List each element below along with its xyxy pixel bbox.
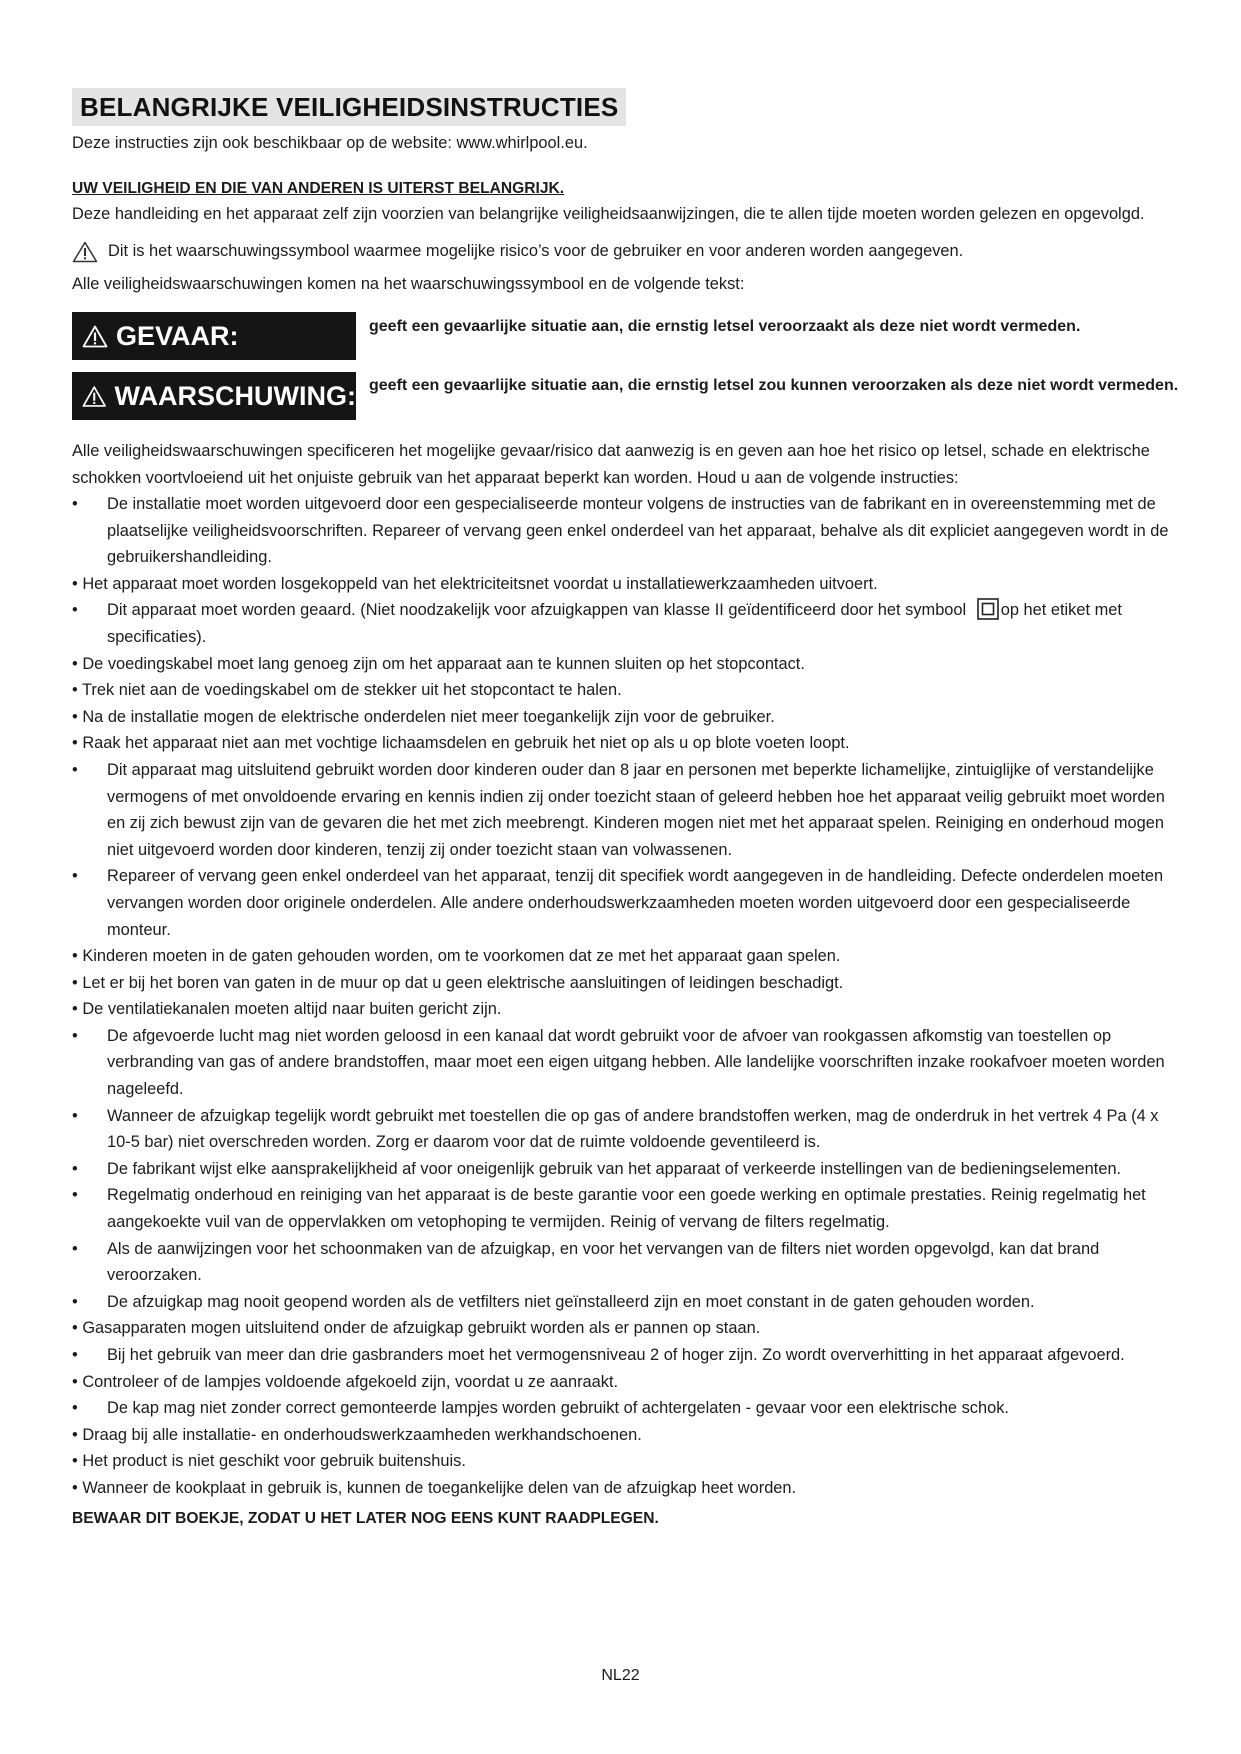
page-title: BELANGRIJKE VEILIGHEIDSINSTRUCTIES — [72, 88, 626, 126]
list-item: • De fabrikant wijst elke aansprakelijkheid af voor oneigenlijk gebruik van het apparaat of verkeerde instellingen van de bedieningselementen. — [72, 1159, 1122, 1178]
list-item: • Het apparaat moet worden losgekoppeld van het elektriciteitsnet voordat u installatiewerkzaamheden uitvoert. — [72, 574, 878, 593]
list-item: • De kap mag niet zonder correct gemonteerde lampjes worden gebruikt of achtergelaten - gevaar voor een elektrische schok. — [72, 1399, 1009, 1418]
instructions-list — [72, 491, 1182, 1502]
warning-text: geeft een gevaarlijke situatie aan, die ernstig letsel zou kunnen veroorzaken als deze niet wordt vermeden. — [369, 377, 1179, 394]
list-item: • Controleer of de lampjes voldoende afgekoeld zijn, voordat u ze aanraakt. — [72, 1372, 619, 1391]
footer-note: BEWAAR DIT BOEKJE, ZODAT U HET LATER NOG EENS KUNT RAADPLEGEN. — [72, 1510, 659, 1527]
list-item: • Wanneer de afzuigkap tegelijk wordt gebruikt met toestellen die op gas of andere brandstoffen werken, mag de onderdruk in het vertrek 4 Pa (4 x 10-5 bar) niet overschreden worden. Zorg er daarom voor dat de ruimte voldoende geventileerd is. — [72, 1106, 1159, 1152]
list-item: • De installatie moet worden uitgevoerd door een gespecialiseerde monteur volgens de instructies van de fabrikant en in overeenstemming met de plaatselijke veiligheidsvoorschriften. Repareer of vervang geen enkel onderdeel van het apparaat, behalve als dit expliciet aangegeven wordt in de gebruikershandleiding. — [72, 491, 1182, 571]
list-item: • Draag bij alle installatie- en onderhoudswerkzaamheden werkhandschoenen. — [72, 1425, 642, 1444]
danger-label-box — [72, 312, 356, 360]
list-item: • De voedingskabel moet lang genoeg zijn om het apparaat aan te kunnen sluiten op het stopcontact. — [72, 654, 805, 673]
bullet: • — [72, 495, 78, 513]
list-item: • Gasapparaten mogen uitsluitend onder de afzuigkap gebruikt worden als er pannen op staan. — [72, 1319, 761, 1338]
list-item: • De afgevoerde lucht mag niet worden geloosd in een kanaal dat wordt gebruikt voor de afvoer van rookgassen afkomstig van toestellen op verbranding van gas of andere brandstoffen, maar moet een eigen uitgang hebben. Alle landelijke voorschriften inzake rookafvoer moeten worden nageleefd. — [72, 1026, 1165, 1099]
warning-triangle-icon — [82, 385, 107, 408]
danger-text: geeft een gevaarlijke situatie aan, die ernstig letsel veroorzaakt als deze niet wordt vermeden. — [369, 318, 1081, 335]
list-item: • Raak het apparaat niet aan met vochtige lichaamsdelen en gebruik het niet op als u op blote voeten loopt. — [72, 734, 850, 753]
list-item: • Trek niet aan de voedingskabel om de stekker uit het stopcontact te halen. — [72, 681, 622, 700]
manual-line: Deze handleiding en het apparaat zelf zijn voorzien van belangrijke veiligheidsaanwijzingen, die te allen tijde moeten worden gelezen en opgevolgd. — [72, 205, 1145, 223]
list-item: • Wanneer de kookplaat in gebruik is, kunnen de toegankelijke delen van de afzuigkap heet worden. — [72, 1478, 797, 1497]
list-item: • Regelmatig onderhoud en reiniging van het apparaat is de beste garantie voor een goede werking en optimale prestaties. Reinig regelmatig het aangekoekte vuil van de oppervlakken om vetophoping te vermijden. Reinig of vervang de filters regelmatig. — [72, 1186, 1146, 1232]
list-item: • Repareer of vervang geen enkel onderdeel van het apparaat, tenzij dit specifiek wordt aangegeven in de handleiding. Defecte onderdelen moeten vervangen worden door originele onderdelen. Alle andere onderhoudswerkzaamheden moeten worden uitgevoerd door een gespecialiseerde monteur. — [72, 867, 1164, 939]
list-item: • Het product is niet geschikt voor gebruik buitenshuis. — [72, 1452, 466, 1471]
all-warnings-line: Alle veiligheidswaarschuwingen komen na het waarschuwingssymbool en de volgende tekst: — [72, 275, 745, 293]
list-item: • Als de aanwijzingen voor het schoonmaken van de afzuigkap, en voor het vervangen van de filters niet worden opgevolgd, kan dat brand veroorzaken. — [72, 1239, 1100, 1285]
document-body — [72, 88, 1182, 1502]
list-item: • De ventilatiekanalen moeten altijd naar buiten gericht zijn. — [72, 1000, 502, 1019]
list-item: • De afzuigkap mag nooit geopend worden als de vetfilters niet geïnstalleerd zijn en moet constant in de gaten gehouden worden. — [72, 1292, 1035, 1311]
danger-row — [72, 312, 1182, 360]
danger-label: GEVAAR: — [116, 320, 239, 351]
bullet: • — [72, 601, 78, 620]
website-line: Deze instructies zijn ook beschikbaar op de website: www.whirlpool.eu. — [72, 134, 588, 152]
list-item: • Dit apparaat mag uitsluitend gebruikt worden door kinderen ouder dan 8 jaar en personen met beperkte lichamelijke, zintuiglijke of verstandelijke vermogens of met onvoldoende ervaring en kennis indien zij onder toezicht staan of geleerd hebben hoe het apparaat veilig gebruikt moet worden en zij zich bewust zijn van de gevaren die het met zich meebrengt. Kinderen mogen niet met het apparaat spelen. Reiniging en onderhoud mogen niet uitgevoerd worden door kinderen, tenzij zij onder toezicht staan van volwassenen. — [72, 760, 1165, 859]
warning-triangle-icon — [82, 325, 108, 348]
list-item: • Na de installatie mogen de elektrische onderdelen niet meer toegankelijk zijn voor de gebruiker. — [72, 707, 775, 726]
warning-triangle-icon — [72, 241, 98, 263]
warning-label: WAARSCHUWING: — [114, 380, 356, 411]
list-item: • Let er bij het boren van gaten in de muur op dat u geen elektrische aansluitingen of leidingen beschadigt. — [72, 973, 844, 992]
warning-row — [72, 372, 1182, 420]
safety-subheading: UW VEILIGHEID EN DIE VAN ANDEREN IS UITERST BELANGRIJK. — [72, 180, 565, 197]
list-item: • Kinderen moeten in de gaten gehouden worden, om te voorkomen dat ze met het apparaat gaan spelen. — [72, 947, 841, 966]
page-number: NL22 — [601, 1667, 640, 1684]
warning-label-box — [72, 372, 356, 420]
list-item-earth: • Dit apparaat moet worden geaard. (Niet noodzakelijk voor afzuigkappen van klasse II geïdentificeerd door het symbool op het etiket met specificaties). — [72, 597, 1182, 650]
intro-paragraph: Alle veiligheidswaarschuwingen specificeren het mogelijke gevaar/risico dat aanwezig is en geven aan hoe het risico op letsel, schade en elektrische schokken voortvloeiend uit het onjuiste gebruik van het apparaat beperkt kan worden. Houd u aan de volgende instructies: — [72, 442, 1150, 487]
class-ii-symbol-icon — [977, 598, 999, 620]
symbol-row — [72, 238, 1182, 265]
list-item: • Bij het gebruik van meer dan drie gasbranders moet het vermogensniveau 2 of hoger zijn. Zo wordt oververhitting in het apparaat afgevoerd. — [72, 1346, 1125, 1364]
symbol-line: Dit is het waarschuwingssymbool waarmee mogelijke risico’s voor de gebruiker en voor anderen worden aangegeven. — [108, 242, 964, 260]
